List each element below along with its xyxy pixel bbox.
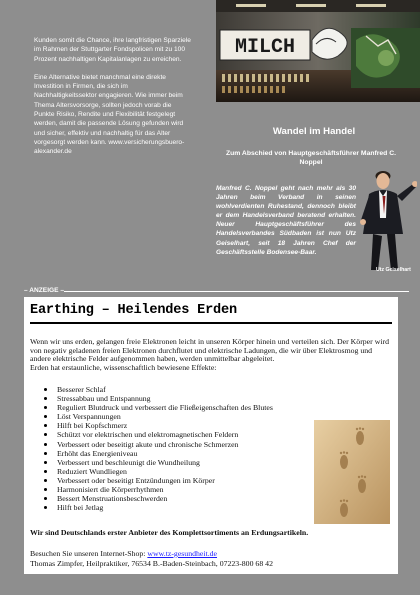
list-item: Verbessert oder beseitigt Entzündungen im Körper (30, 476, 310, 485)
milch-sign-text: MILCH (234, 36, 296, 59)
left-text-column (34, 36, 192, 166)
list-item: Verbessert und beschleunigt die Wundheilung (30, 458, 310, 467)
list-item: Erhöht das Energieniveau (30, 449, 310, 458)
ad-shop-prefix: Besuchen Sie unseren Internet-Shop: (30, 549, 148, 558)
ad-title-rule (30, 322, 392, 324)
article-subtitle: Zum Abschied von Hauptgeschäftsführer Manfred C. Noppel (225, 150, 397, 166)
left-paragraph-1: Kunden somit die Chance, ihre langfristigen Sparziele im Rahmen der Stuttgarter Fondspolicen mit zu 100 Prozent nachhaltigen Kapitalanlagen zu erreichen. (34, 37, 191, 63)
ad-contact: Thomas Zimpfer, Heilpraktiker, 76534 B.-Baden-Steinbach, 07223-800 68 42 (30, 559, 273, 568)
earthing-advertisement (24, 297, 398, 574)
anzeige-label: – ANZEIGE – (24, 287, 65, 294)
list-item: Hilft bei Kopfschmerz (30, 421, 310, 430)
ad-shop-line (30, 549, 392, 558)
left-paragraph-2: Eine Alternative bietet manchmal eine direkte Investition in Firmen, die sich im Nachhaltigkeitssektor engagieren. Wie immer beim Thema Altersvorsorge, sollten jedoch vorab die Punkte Risiko, Rendite und Flexibilität festgelegt werden, damit die passende Lösung gefunden wird und sicher, effektiv und nachhaltig für das Alter vorgesorgt werden kann. www.versicherungsbuero-alexander.de (34, 73, 185, 156)
article-title: Wandel im Handel (272, 126, 356, 137)
utz-geiselhart-photo (359, 166, 417, 274)
list-item: Löst Verspannungen (30, 412, 310, 421)
ad-title: Earthing – Heilendes Erden (30, 303, 237, 318)
list-item: Bessert Menstruationsbeschwerden (30, 494, 310, 503)
list-item: Reduziert Wundliegen (30, 467, 310, 476)
ad-intro (30, 338, 392, 372)
anzeige-separator (24, 287, 409, 295)
list-item: Verbessert oder beseitigt akute und chronische Schmerzen (30, 440, 310, 449)
article-body: Manfred C. Noppel geht nach mehr als 30 Jahren beim Verband in seinen wohlverdienten Ruhestand, dennoch bleibt er dem Handelsverband beratend erhalten. Neuer Hauptgeschäftsführer des Handelsverbandes Südbaden ist nun Utz Geiselhart, seit 18 Jahren Chef der Geschäftsstelle Bodensee-Baar. (216, 185, 356, 256)
list-item: Harmonisiert die Körperrhythmen (30, 485, 310, 494)
list-item: Reguliert Blutdruck und verbessert die Fließeigenschaften des Blutes (30, 403, 310, 412)
list-item: Stressabbau und Entspannung (30, 394, 310, 403)
article-wandel-im-handel (214, 126, 414, 273)
photo-caption: Utz Geiselhart (376, 267, 411, 273)
list-item: Hilft bei Jetlag (30, 503, 310, 512)
shop-link[interactable]: www.tz-gesundheit.de (147, 549, 218, 558)
ad-effects-list (30, 385, 310, 512)
milk-counter-photo (216, 0, 420, 102)
list-item: Schützt vor elektrischen und elektromagnetischen Feldern (30, 430, 310, 439)
list-item: Besserer Schlaf (30, 385, 310, 394)
ad-effects-intro: Erden hat erstaunliche, wissenschaftlich bewiesene Effekte: (30, 362, 217, 372)
anzeige-rule (64, 291, 409, 292)
footprints-in-sand-image (314, 420, 390, 524)
ad-intro-text: Wenn wir uns erden, gelangen freie Elektronen leicht in unseren Körper hinein und verteilen sich. Der Körper wird von negativ geladenen freien Elektronen durchflutet und elektrische Ladungen, die wir über Elektrosmog und andere elektrische Felder aufgenommen haben, werden unmittelbar abgeleitet. (30, 337, 389, 364)
ad-bold-statement: Wir sind Deutschlands erster Anbieter des Komplettsortiments an Erdungsartikeln. (30, 528, 309, 537)
